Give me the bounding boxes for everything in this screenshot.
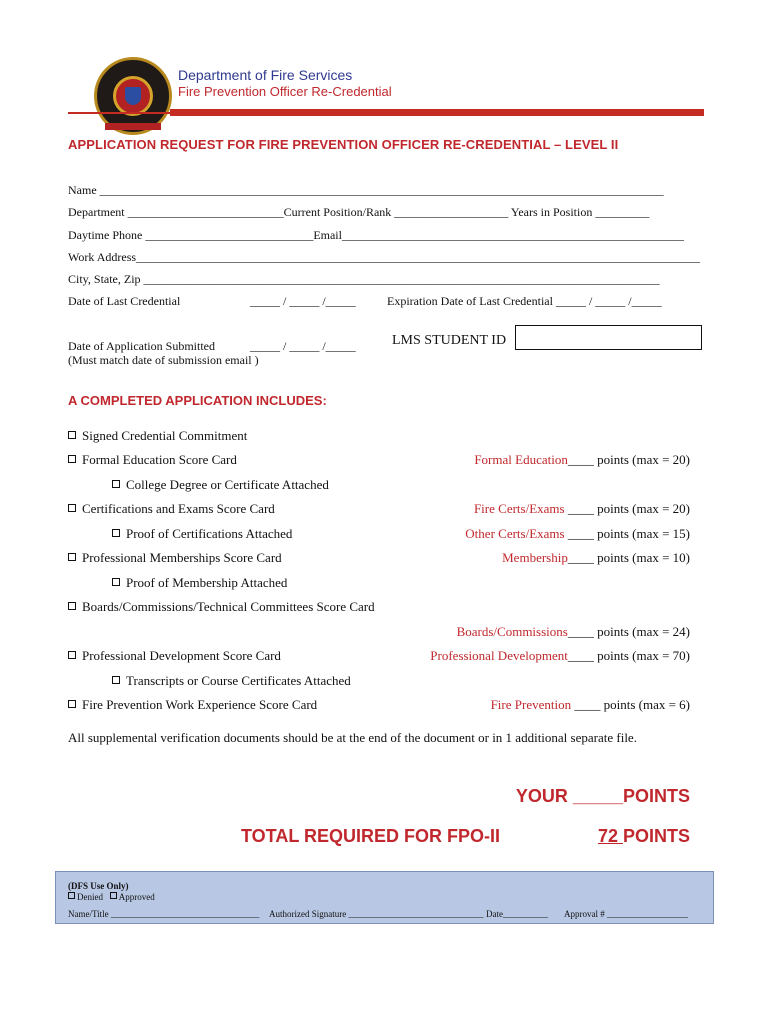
submitted-date-field[interactable]: _____ / _____ /_____ bbox=[250, 339, 356, 353]
seal-center bbox=[113, 76, 153, 116]
checklist-item-signed[interactable]: Signed Credential Commitment bbox=[68, 428, 247, 444]
formal-education-points[interactable]: Formal Education____ points (max = 20) bbox=[474, 452, 690, 467]
professional-development-points[interactable]: Professional Development____ points (max = 70) bbox=[430, 648, 690, 663]
checkbox-icon[interactable] bbox=[68, 455, 76, 463]
header-rule-thin bbox=[68, 112, 170, 114]
lms-student-id-input[interactable] bbox=[515, 325, 702, 350]
document-subtitle: Fire Prevention Officer Re-Credential bbox=[178, 84, 392, 99]
checklist-item-college-degree[interactable]: College Degree or Certificate Attached bbox=[112, 477, 329, 493]
total-required-points: 72 POINTS bbox=[597, 826, 690, 846]
dfs-decision: Denied Approved bbox=[68, 892, 155, 902]
checkbox-icon[interactable] bbox=[68, 504, 76, 512]
section-title: A COMPLETED APPLICATION INCLUDES: bbox=[68, 393, 327, 408]
checkbox-icon[interactable] bbox=[68, 431, 76, 439]
dfs-date-field[interactable]: Date__________ bbox=[486, 909, 548, 919]
checklist-item-transcripts[interactable]: Transcripts or Course Certificates Attached bbox=[112, 673, 351, 689]
department-field-line[interactable]: Department __________________________Current Position/Rank ___________________ Years in Position _________ bbox=[68, 205, 650, 219]
page-title: APPLICATION REQUEST FOR FIRE PREVENTION OFFICER RE-CREDENTIAL – LEVEL II bbox=[68, 137, 619, 152]
checklist-item-memberships[interactable]: Professional Memberships Score Card bbox=[68, 550, 282, 566]
submitted-date-label: Date of Application Submitted bbox=[68, 339, 215, 353]
checkbox-icon[interactable] bbox=[112, 676, 120, 684]
membership-points[interactable]: Membership____ points (max = 10) bbox=[502, 550, 690, 565]
checklist-item-boards[interactable]: Boards/Commissions/Technical Committees Score Card bbox=[68, 599, 375, 615]
checklist-item-certifications[interactable]: Certifications and Exams Score Card bbox=[68, 501, 275, 517]
checkbox-icon[interactable] bbox=[68, 602, 76, 610]
seal-ribbon bbox=[105, 123, 161, 130]
checklist-item-work-experience[interactable]: Fire Prevention Work Experience Score Card bbox=[68, 697, 317, 713]
expiration-date-field[interactable]: Expiration Date of Last Credential _____ / _____ /_____ bbox=[387, 294, 662, 308]
lms-student-id-label: LMS STUDENT ID bbox=[392, 333, 507, 348]
city-state-zip-field[interactable]: City, State, Zip ______________________________________________________________________________________ bbox=[68, 272, 660, 286]
checkbox-icon[interactable] bbox=[112, 529, 120, 537]
total-required-label: TOTAL REQUIRED FOR FPO-II bbox=[241, 826, 501, 846]
other-certs-points[interactable]: Other Certs/Exams ____ points (max = 15) bbox=[465, 526, 690, 541]
dfs-approval-field[interactable]: Approval # __________________ bbox=[564, 909, 688, 919]
checklist-item-proof-membership[interactable]: Proof of Membership Attached bbox=[112, 575, 287, 591]
header-rule bbox=[170, 109, 704, 116]
department-name: Department of Fire Services bbox=[178, 67, 353, 83]
phone-email-field-line[interactable]: Daytime Phone ____________________________Email_________________________________________________________ bbox=[68, 228, 684, 242]
checklist-item-proof-certifications[interactable]: Proof of Certifications Attached bbox=[112, 526, 292, 542]
your-points[interactable]: YOUR _____POINTS bbox=[515, 786, 690, 806]
dfs-name-title-field[interactable]: Name/Title _________________________________ bbox=[68, 909, 260, 919]
approved-checkbox-icon[interactable] bbox=[110, 892, 117, 899]
fire-prevention-points[interactable]: Fire Prevention ____ points (max = 6) bbox=[490, 697, 690, 712]
checklist-item-formal-education[interactable]: Formal Education Score Card bbox=[68, 452, 237, 468]
dfs-seal-logo bbox=[94, 57, 172, 135]
checklist-item-professional-development[interactable]: Professional Development Score Card bbox=[68, 648, 281, 664]
denied-checkbox-icon[interactable] bbox=[68, 892, 75, 899]
name-field[interactable]: Name ______________________________________________________________________________________________ bbox=[68, 183, 664, 197]
checkbox-icon[interactable] bbox=[68, 651, 76, 659]
checkbox-icon[interactable] bbox=[68, 553, 76, 561]
supplemental-note: All supplemental verification documents should be at the end of the document or in 1 additional separate file. bbox=[68, 730, 637, 745]
dfs-use-only-box bbox=[55, 871, 714, 924]
dfs-heading: (DFS Use Only) bbox=[68, 881, 129, 891]
checkbox-icon[interactable] bbox=[68, 700, 76, 708]
last-credential-date-field[interactable]: _____ / _____ /_____ bbox=[250, 294, 356, 308]
boards-points[interactable]: Boards/Commissions____ points (max = 24) bbox=[456, 624, 690, 639]
checkbox-icon[interactable] bbox=[112, 480, 120, 488]
fire-certs-points[interactable]: Fire Certs/Exams ____ points (max = 20) bbox=[473, 501, 690, 516]
dfs-signature-field[interactable]: Authorized Signature ______________________________ bbox=[269, 909, 484, 919]
submitted-date-note: (Must match date of submission email ) bbox=[68, 353, 259, 367]
checkbox-icon[interactable] bbox=[112, 578, 120, 586]
shield-icon bbox=[125, 87, 141, 105]
work-address-field[interactable]: Work Address______________________________________________________________________________________________ bbox=[68, 250, 701, 264]
last-credential-label: Date of Last Credential bbox=[68, 294, 181, 308]
